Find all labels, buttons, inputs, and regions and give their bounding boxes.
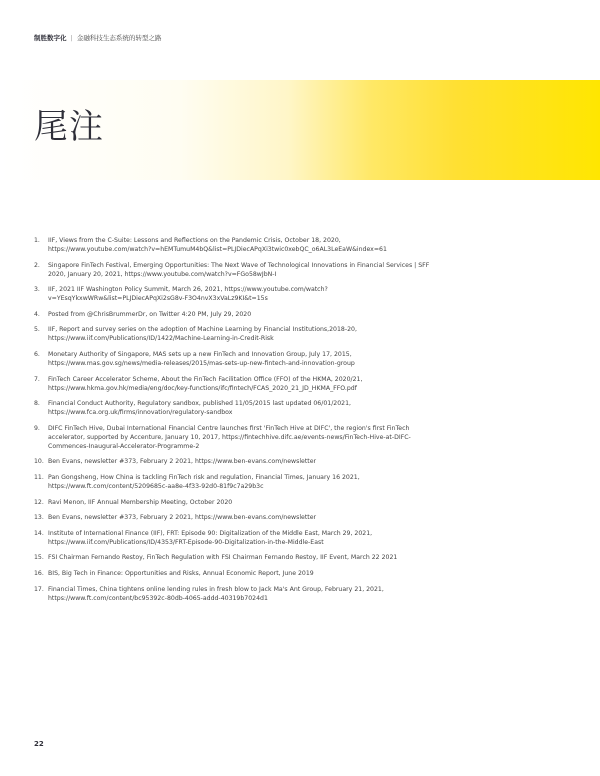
endnote-item <box>34 399 434 417</box>
endnote-item <box>34 498 434 507</box>
endnote-number: 13. <box>34 514 44 522</box>
endnote-number: 4. <box>34 310 40 318</box>
endnote-number: 3. <box>34 286 40 294</box>
endnote-number: 11. <box>34 473 44 481</box>
endnote-text: DIFC FinTech Hive, Dubai International Financial Centre launches first 'FinTech Hive at DIFC', the region's first FinTech accelerator, supported by Accenture, January 10, 2017, https://fintechhive.difc.ae/events-news/FinTech-Hive-at-DIFC-Commences-Inaugural-Accelerator-Programme-2 <box>48 424 411 450</box>
running-header <box>34 33 161 42</box>
endnote-text: Ben Evans, newsletter #373, February 2 2021, https://www.ben-evans.com/newsletter <box>48 458 317 466</box>
endnote-item <box>34 529 434 547</box>
endnote-text: Singapore FinTech Festival, Emerging Opportunities: The Next Wave of Technological Innovations in Financial Services | SFF 2020, January 20, 2021, https://www.youtube.com/watch?v=FGo58wJbN-I <box>48 261 430 278</box>
endnote-text: Ravi Menon, IIF Annual Membership Meeting, October 2020 <box>48 498 233 506</box>
endnote-item <box>34 569 434 578</box>
endnote-item <box>34 424 434 451</box>
endnote-number: 15. <box>34 554 44 562</box>
endnote-number: 2. <box>34 261 40 269</box>
endnote-item <box>34 585 434 603</box>
endnote-item <box>34 310 434 319</box>
endnotes-list <box>34 236 434 609</box>
endnote-item <box>34 261 434 279</box>
endnote-item <box>34 457 434 466</box>
endnote-item <box>34 513 434 522</box>
endnote-number: 7. <box>34 375 40 383</box>
endnote-item <box>34 375 434 393</box>
endnote-text: FSI Chairman Fernando Restoy, FinTech Regulation with FSI Chairman Fernando Restoy, IIF Event, March 22 2021 <box>48 554 398 562</box>
endnote-item <box>34 350 434 368</box>
endnote-number: 8. <box>34 400 40 408</box>
header-brand: 制胜数字化 <box>34 34 67 42</box>
endnote-text: BIS, Big Tech in Finance: Opportunities and Risks, Annual Economic Report, June 2019 <box>48 569 314 577</box>
endnote-text: Financial Times, China tightens online lending rules in fresh blow to Jack Ma's Ant Group, February 21, 2021, https://www.ft.com/content/bc95392c-80db-4065-addd-40319b7024d1 <box>48 585 384 602</box>
endnote-item <box>34 325 434 343</box>
page-title: 尾注 <box>34 107 104 147</box>
endnote-text: IIF, Report and survey series on the adoption of Machine Learning by Financial Institutions,2018-20, https://www.iif.com/Publications/ID/1422/Machine-Learning-in-Credit-Risk <box>48 326 357 343</box>
endnote-item <box>34 285 434 303</box>
endnote-text: Pan Gongsheng, How China is tackling FinTech risk and regulation, Financial Times, January 16 2021, https://www.ft.com/content/5209685c-aa8e-4f33-92d0-81f9c7a29b3c <box>48 473 360 490</box>
header-subtitle: 金融科技生态系统的转型之路 <box>76 34 162 42</box>
endnote-text: IIF, 2021 IIF Washington Policy Summit, March 26, 2021, https://www.youtube.com/watch?v=YEsqYkxwWRw&list=PLJDiecAPqXi2sG8v-F3O4nvX3xVaLz9KI&t=15s <box>48 286 328 303</box>
page-number: 22 <box>34 740 44 748</box>
endnote-item <box>34 236 434 254</box>
endnote-item <box>34 473 434 491</box>
endnote-item <box>34 553 434 562</box>
endnote-text: Institute of International Finance (IIF), FRT: Episode 90: Digitalization of the Middle East, March 29, 2021, https://www.iif.com/Publications/ID/4353/FRT-Episode-90-Digitalization-in-the-Middle-East <box>48 529 373 546</box>
header-separator: | <box>70 34 73 42</box>
endnote-number: 17. <box>34 585 44 593</box>
endnote-text: FinTech Career Accelerator Scheme, About the FinTech Facilitation Office (FFO) of the HKMA, 2020/21, https://www.hkma.gov.hk/media/eng/doc/key-functions/ifc/fintech/FCAS_2020_21_JD_HKMA_FFO.pdf <box>48 375 363 392</box>
endnote-text: Ben Evans, newsletter #373, February 2 2021, https://www.ben-evans.com/newsletter <box>48 514 317 522</box>
endnote-number: 14. <box>34 529 44 537</box>
endnote-number: 10. <box>34 458 44 466</box>
endnote-text: Financial Conduct Authority, Regulatory sandbox, published 11/05/2015 last updated 06/01/2021, https://www.fca.org.uk/firms/innovation/regulatory-sandbox <box>48 400 352 417</box>
endnote-number: 16. <box>34 569 44 577</box>
endnote-number: 6. <box>34 350 40 358</box>
endnote-number: 12. <box>34 498 44 506</box>
endnote-text: IIF, Views from the C-Suite: Lessons and Reflections on the Pandemic Crisis, October 18, 2020, https://www.youtube.com/watch?v=hEMTumuM4bQ&list=PLJDiecAPqXi3twic0xebQC_o6AL3LeEaW&index=61 <box>48 237 387 253</box>
endnote-number: 1. <box>34 237 40 244</box>
endnote-number: 9. <box>34 424 40 432</box>
endnote-text: Monetary Authority of Singapore, MAS sets up a new FinTech and Innovation Group, July 17, 2015, https://www.mas.gov.sg/news/media-releases/2015/mas-sets-up-new-fintech-and-innovation-group <box>48 350 355 367</box>
endnote-number: 5. <box>34 326 40 334</box>
endnote-text: Posted from @ChrisBrummerDr, on Twitter 4:20 PM, July 29, 2020 <box>48 310 252 318</box>
